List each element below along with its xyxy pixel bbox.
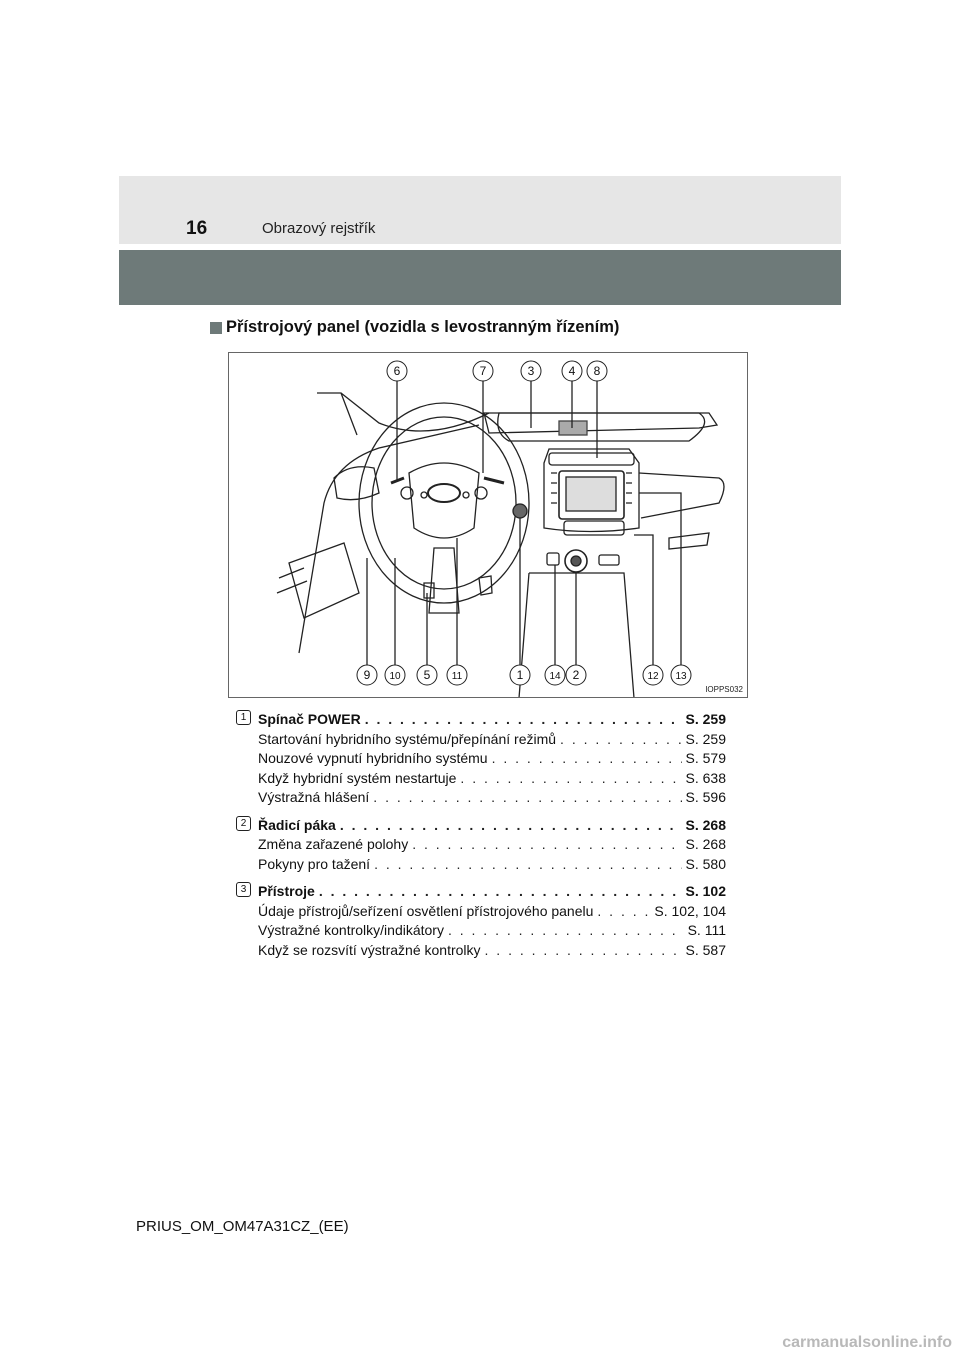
entry-item[interactable]: Výstražná hlášení . . . S. 596 <box>258 788 726 808</box>
entry-1 <box>236 710 726 808</box>
figure-callouts <box>229 353 748 698</box>
figure-code: IOPPS032 <box>705 685 743 694</box>
callout-14 <box>545 665 565 685</box>
svg-text:5: 5 <box>423 668 431 682</box>
svg-text:9: 9 <box>363 668 371 682</box>
callout-5 <box>417 665 437 685</box>
entry-3 <box>236 882 726 960</box>
svg-text:7: 7 <box>479 364 487 378</box>
callout-12 <box>643 665 663 685</box>
entry-2 <box>236 816 726 875</box>
entry-number: 3 <box>236 882 251 897</box>
svg-text:13: 13 <box>675 671 687 682</box>
watermark: carmanualsonline.info <box>782 1334 952 1351</box>
section-square-icon <box>210 322 222 334</box>
svg-text:6: 6 <box>393 364 401 378</box>
document-code: PRIUS_OM_OM47A31CZ_(EE) <box>136 1218 349 1235</box>
entry-number: 1 <box>236 710 251 725</box>
index-entries <box>236 710 726 968</box>
entry-title-row[interactable]: Řadicí páka . . . S. 268 <box>258 816 726 836</box>
section-title <box>210 318 619 337</box>
page-number: 16 <box>186 218 208 239</box>
entry-item[interactable]: Pokyny pro tažení . . . S. 580 <box>258 855 726 875</box>
svg-text:1: 1 <box>516 668 524 682</box>
entry-title-row[interactable]: Spínač POWER . . . S. 259 <box>258 710 726 730</box>
svg-text:14: 14 <box>549 671 561 682</box>
entry-item[interactable]: Když hybridní systém nestartuje . . . S. 638 <box>258 769 726 789</box>
callout-1 <box>510 665 530 685</box>
svg-text:2: 2 <box>572 668 580 682</box>
svg-text:4: 4 <box>568 364 576 378</box>
entry-item[interactable]: Nouzové vypnutí hybridního systému . . . S. 579 <box>258 749 726 769</box>
entry-number: 2 <box>236 816 251 831</box>
callout-6 <box>387 361 407 381</box>
header-band <box>119 176 841 244</box>
callout-7 <box>473 361 493 381</box>
callout-8 <box>587 361 607 381</box>
callout-9 <box>357 665 377 685</box>
entry-item[interactable]: Startování hybridního systému/přepínání režimů . . . S. 259 <box>258 730 726 750</box>
entry-item[interactable]: Údaje přístrojů/seřízení osvětlení přístrojového panelu . . . S. 102, 104 <box>258 902 726 922</box>
callout-3 <box>521 361 541 381</box>
svg-text:10: 10 <box>389 671 401 682</box>
section-title-text: Přístrojový panel (vozidla s levostranným řízením) <box>226 318 620 336</box>
callout-13 <box>671 665 691 685</box>
svg-text:12: 12 <box>647 671 659 682</box>
callout-10 <box>385 665 405 685</box>
callout-4 <box>562 361 582 381</box>
svg-text:3: 3 <box>527 364 535 378</box>
svg-text:8: 8 <box>593 364 601 378</box>
entry-item[interactable]: Změna zařazené polohy . . . S. 268 <box>258 835 726 855</box>
chapter-title: Obrazový rejstřík <box>262 220 376 237</box>
entry-item[interactable]: Výstražné kontrolky/indikátory . . . S. 111 <box>258 921 726 941</box>
callout-11 <box>447 665 467 685</box>
dashboard-figure <box>228 352 748 698</box>
header-bar <box>119 250 841 305</box>
entry-title-row[interactable]: Přístroje . . . S. 102 <box>258 882 726 902</box>
callout-2 <box>566 665 586 685</box>
svg-text:11: 11 <box>451 671 463 682</box>
entry-item[interactable]: Když se rozsvítí výstražné kontrolky . . . S. 587 <box>258 941 726 961</box>
